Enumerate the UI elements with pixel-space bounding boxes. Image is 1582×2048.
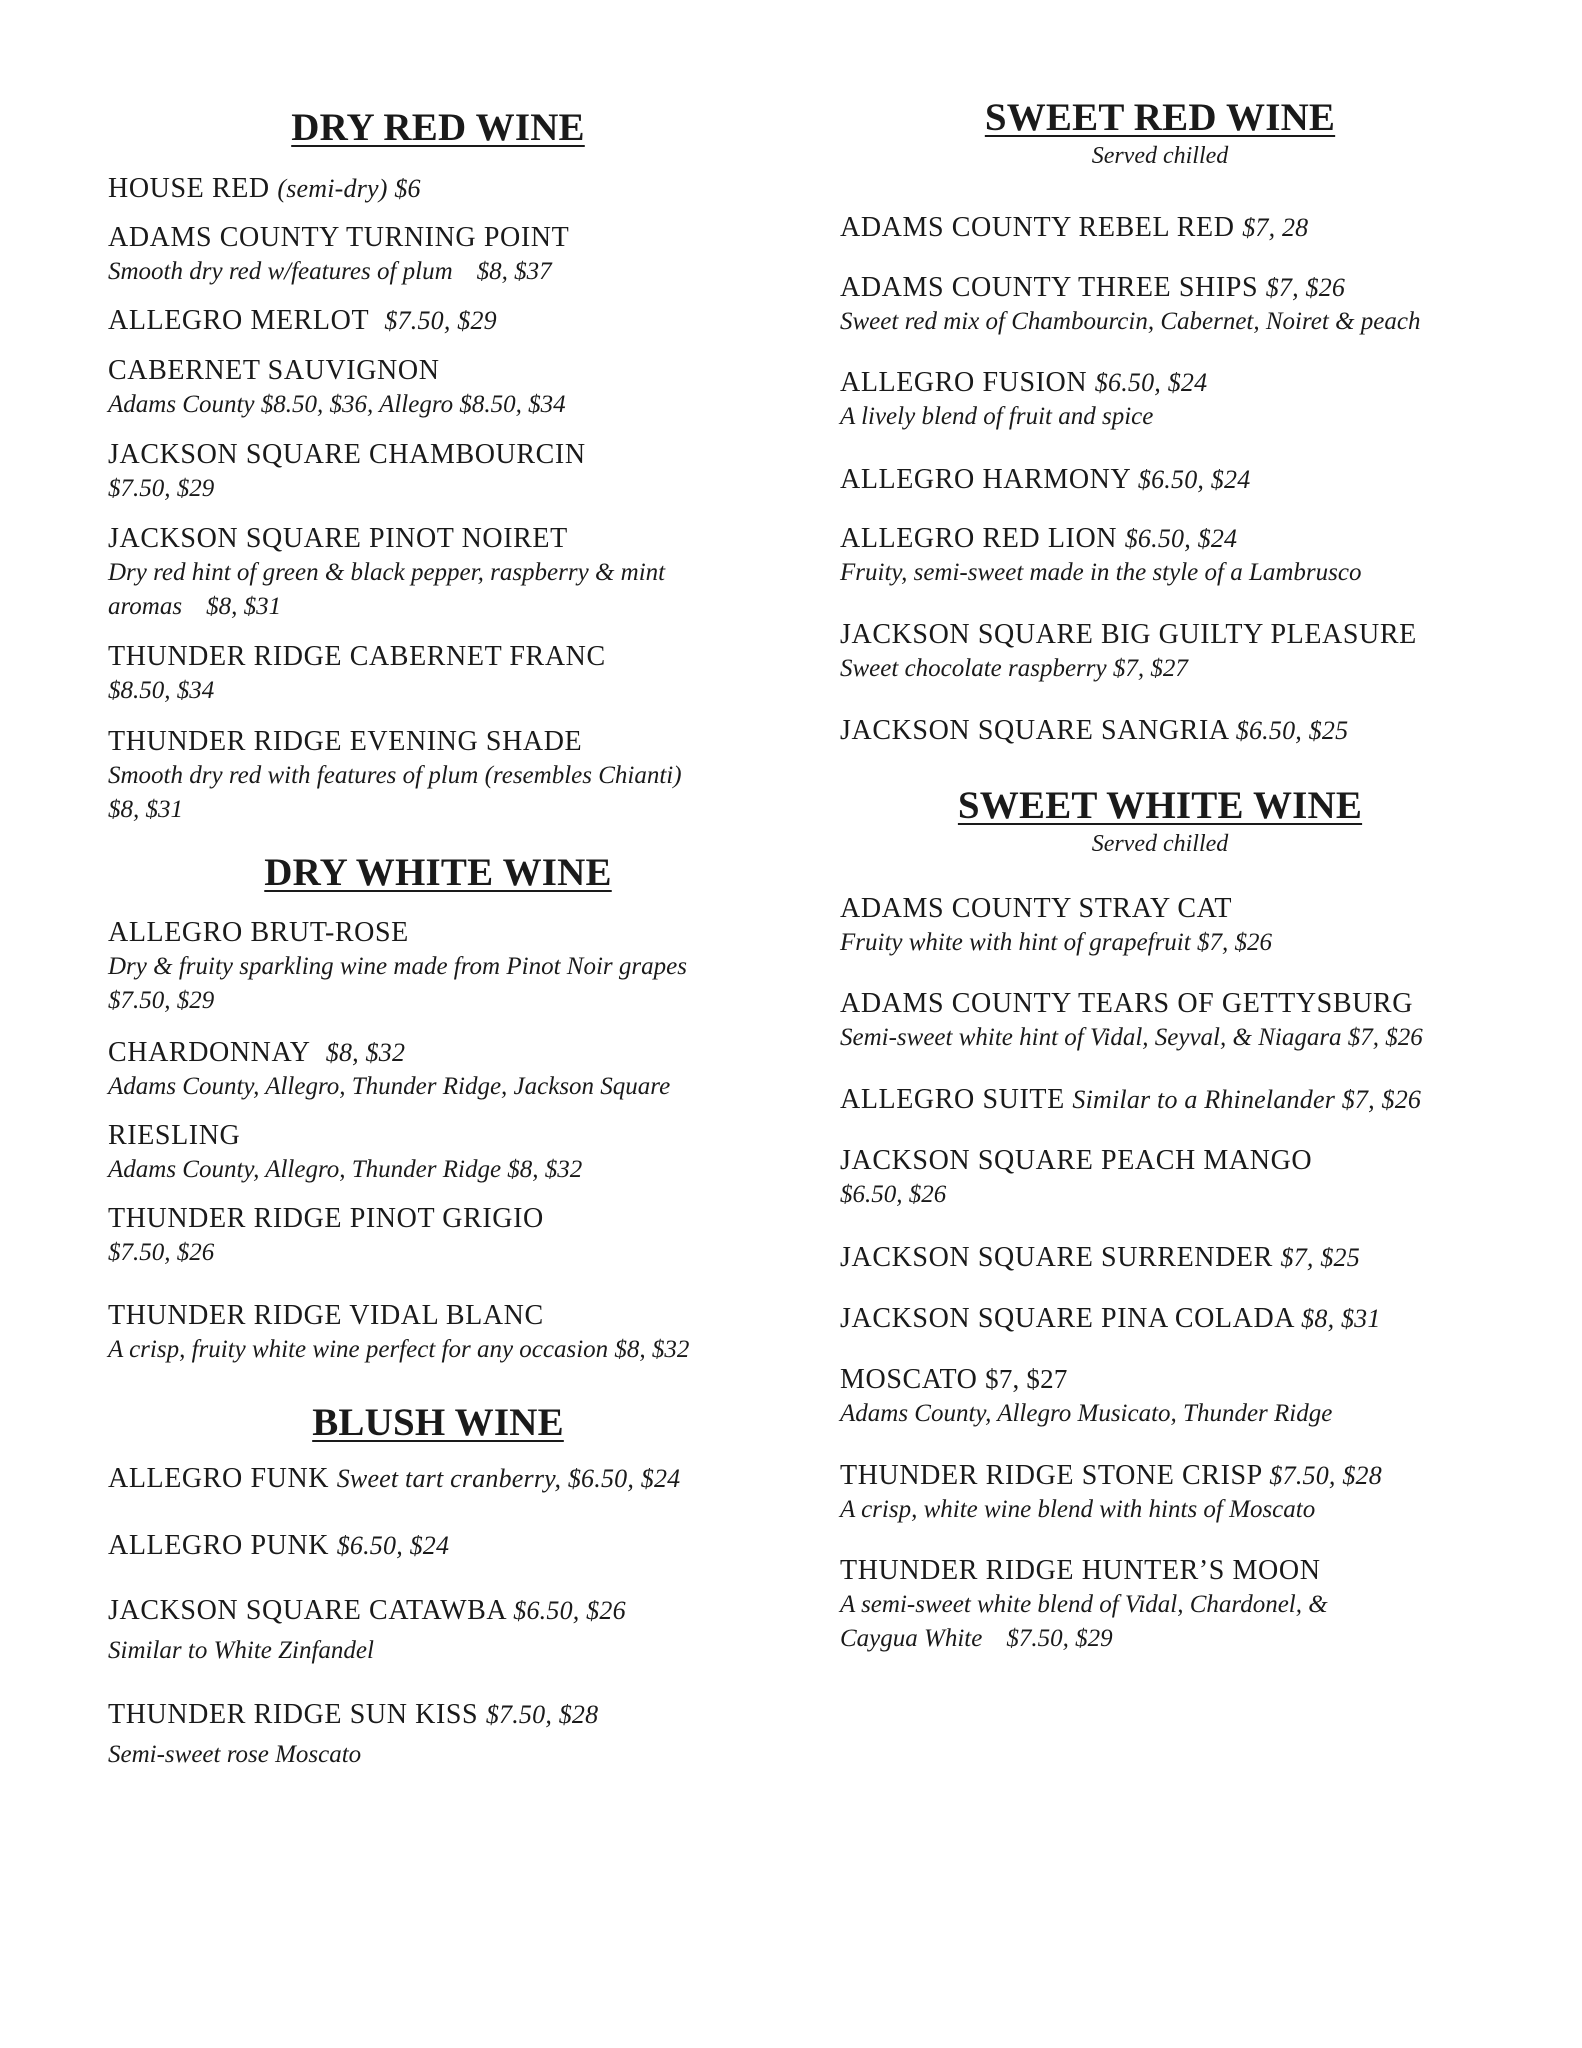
wine-item [840, 1554, 1540, 1656]
wine-item [840, 522, 1540, 590]
wine-description: Smooth dry red with features of plum (resembles Chianti) [108, 762, 682, 789]
wine-name: JACKSON SQUARE PEACH MANGO [840, 1145, 1313, 1176]
wine-name: THUNDER RIDGE VIDAL BLANC [108, 1300, 544, 1331]
wine-note: Sweet tart cranberry, $6.50, $24 [336, 1464, 681, 1493]
wine-item [840, 714, 1540, 748]
wine-name: RIESLING [108, 1120, 241, 1151]
wine-note: $8, $31 [1301, 1304, 1381, 1333]
wine-name: JACKSON SQUARE SANGRIA [840, 715, 1229, 746]
wine-item [108, 1698, 768, 1772]
wine-name: ALLEGRO SUITE [840, 1084, 1065, 1115]
wine-description: $7.50, $29 [108, 987, 215, 1014]
wine-note: $7.50, $28 [1269, 1461, 1382, 1490]
wine-item [840, 1362, 1540, 1431]
wine-name: ALLEGRO PUNK [108, 1530, 330, 1561]
wine-note: $6.50, $26 [513, 1596, 626, 1625]
blush-section [108, 1401, 768, 1445]
wine-description: Adams County, Allegro Musicato, Thunder Ridge [840, 1400, 1333, 1427]
wine-note: $6.50, $24 [1124, 524, 1238, 553]
wine-name: CABERNET SAUVIGNON [108, 355, 440, 386]
wine-item [108, 1299, 768, 1367]
wine-price: $8, $31 [206, 593, 282, 620]
wine-item [840, 271, 1540, 339]
wine-name: ADAMS COUNTY STRAY CAT [840, 893, 1233, 924]
wine-description: Caygua White [840, 1625, 983, 1652]
wine-item [840, 987, 1540, 1055]
wine-name: HOUSE RED [108, 173, 270, 204]
wine-name: ADAMS COUNTY TEARS OF GETTYSBURG [840, 988, 1414, 1019]
wine-description: $8, $31 [108, 796, 183, 823]
wine-name: JACKSON SQUARE CHAMBOURCIN [108, 439, 586, 470]
wine-description: $6.50, $26 [840, 1181, 947, 1208]
wine-item [108, 438, 768, 506]
wine-item [840, 618, 1540, 686]
wine-note: $7, 28 [1242, 213, 1309, 242]
wine-description: Semi-sweet white hint of Vidal, Seyval, & Niagara $7, $26 [840, 1024, 1423, 1051]
wine-item [108, 1462, 768, 1496]
wine-description: Similar to White Zinfandel [108, 1637, 374, 1664]
wine-name: ADAMS COUNTY THREE SHIPS [840, 272, 1259, 303]
wine-item [108, 1529, 768, 1563]
wine-name: JACKSON SQUARE CATAWBA [108, 1595, 506, 1626]
wine-note: $7, $27 [985, 1364, 1068, 1394]
wine-name: MOSCATO [840, 1364, 978, 1395]
wine-name: THUNDER RIDGE SUN KISS [108, 1699, 479, 1730]
section-heading: SWEET RED WINE [984, 96, 1336, 139]
wine-item [108, 522, 768, 624]
wine-note: $6.50, $24 [1094, 368, 1208, 397]
wine-note: $6.50, $24 [336, 1531, 450, 1560]
wine-note: $6.50, $25 [1235, 716, 1349, 745]
wine-name: JACKSON SQUARE PINA COLADA [840, 1303, 1294, 1334]
wine-name: ALLEGRO BRUT-ROSE [108, 917, 409, 948]
wine-name: ALLEGRO RED LION [840, 523, 1118, 554]
wine-description: Dry & fruity sparkling wine made from Pinot Noir grapes [108, 953, 687, 980]
wine-name: JACKSON SQUARE BIG GUILTY PLEASURE [840, 619, 1417, 650]
wine-item [108, 221, 768, 289]
wine-item [108, 640, 768, 708]
wine-name: THUNDER RIDGE HUNTER’S MOON [840, 1555, 1321, 1586]
wine-name: ADAMS COUNTY REBEL RED [840, 212, 1235, 243]
wine-name: CHARDONNAY [108, 1037, 311, 1068]
wine-item [840, 1144, 1540, 1212]
wine-description: A semi-sweet white blend of Vidal, Chardonel, & [840, 1591, 1328, 1618]
wine-name: JACKSON SQUARE PINOT NOIRET [108, 523, 568, 554]
section-heading: SWEET WHITE WINE [957, 784, 1363, 827]
wine-price: $7.50, $29 [1006, 1625, 1113, 1652]
wine-item [108, 916, 768, 1018]
wine-description: $7.50, $29 [108, 475, 215, 502]
sweet-white-section [830, 784, 1490, 858]
section-subheading: Served chilled [1091, 831, 1229, 857]
wine-item [108, 1036, 768, 1104]
wine-name: ALLEGRO FUSION [840, 367, 1088, 398]
wine-name: ALLEGRO HARMONY [840, 464, 1131, 495]
wine-description: $8.50, $34 [108, 677, 215, 704]
wine-name: ALLEGRO FUNK [108, 1463, 330, 1494]
wine-description: Fruity white with hint of grapefruit $7, $26 [840, 929, 1272, 956]
wine-name: JACKSON SQUARE SURRENDER [840, 1242, 1273, 1273]
wine-note: $7.50, $28 [485, 1700, 599, 1729]
wine-name: ALLEGRO MERLOT [108, 305, 370, 336]
wine-item [840, 211, 1540, 245]
wine-description: aromas [108, 593, 183, 620]
wine-description: Smooth dry red w/features of plum [108, 258, 453, 285]
wine-item [840, 892, 1540, 960]
wine-description: Sweet chocolate raspberry $7, $27 [840, 655, 1188, 682]
wine-name: THUNDER RIDGE CABERNET FRANC [108, 641, 606, 672]
wine-description: Fruity, semi-sweet made in the style of a Lambrusco [840, 559, 1362, 586]
wine-description: Dry red hint of green & black pepper, raspberry & mint [108, 559, 666, 586]
wine-description: Sweet red mix of Chambourcin, Cabernet, Noiret & peach [840, 308, 1421, 335]
wine-name: THUNDER RIDGE STONE CRISP [840, 1460, 1262, 1491]
wine-item [840, 1241, 1540, 1275]
wine-item [108, 304, 768, 338]
wine-note: $7, $26 [1265, 273, 1346, 302]
section-heading: DRY RED WINE [291, 106, 585, 149]
wine-item [108, 354, 768, 422]
dry-white-section [108, 851, 768, 895]
wine-note: Similar to a Rhinelander $7, $26 [1072, 1085, 1422, 1114]
wine-description: Adams County, Allegro, Thunder Ridge, Jackson Square [108, 1073, 671, 1100]
section-heading: BLUSH WINE [312, 1401, 564, 1444]
wine-name: ADAMS COUNTY TURNING POINT [108, 222, 570, 253]
wine-item [840, 1083, 1540, 1117]
wine-item [840, 1459, 1540, 1527]
wine-item [840, 366, 1540, 434]
wine-description: $7.50, $26 [108, 1239, 215, 1266]
wine-price: $8, $37 [476, 258, 552, 285]
sweet-red-section [830, 96, 1490, 170]
section-subheading: Served chilled [1091, 143, 1229, 169]
dry-red-section [108, 106, 768, 150]
wine-item [840, 1302, 1540, 1336]
wine-item [108, 1119, 768, 1187]
wine-note: $7, $25 [1280, 1243, 1360, 1272]
wine-item [108, 725, 768, 827]
wine-description: A crisp, white wine blend with hints of Moscato [840, 1496, 1316, 1523]
wine-name: THUNDER RIDGE EVENING SHADE [108, 726, 583, 757]
wine-item [108, 172, 768, 206]
wine-price: $8, $32 [325, 1038, 406, 1067]
section-heading: DRY WHITE WINE [264, 851, 612, 894]
wine-note: (semi-dry) $6 [277, 174, 421, 203]
wine-description: A lively blend of fruit and spice [840, 403, 1154, 430]
wine-price: $7.50, $29 [384, 306, 497, 335]
wine-description: Adams County $8.50, $36, Allegro $8.50, $34 [108, 391, 566, 418]
wine-description: Semi-sweet rose Moscato [108, 1741, 362, 1768]
wine-name: THUNDER RIDGE PINOT GRIGIO [108, 1203, 544, 1234]
wine-item [108, 1202, 768, 1270]
wine-item [840, 463, 1540, 497]
wine-item [108, 1594, 768, 1668]
wine-description: A crisp, fruity white wine perfect for any occasion $8, $32 [108, 1336, 690, 1363]
wine-note: $6.50, $24 [1137, 465, 1251, 494]
wine-description: Adams County, Allegro, Thunder Ridge $8, $32 [108, 1156, 583, 1183]
